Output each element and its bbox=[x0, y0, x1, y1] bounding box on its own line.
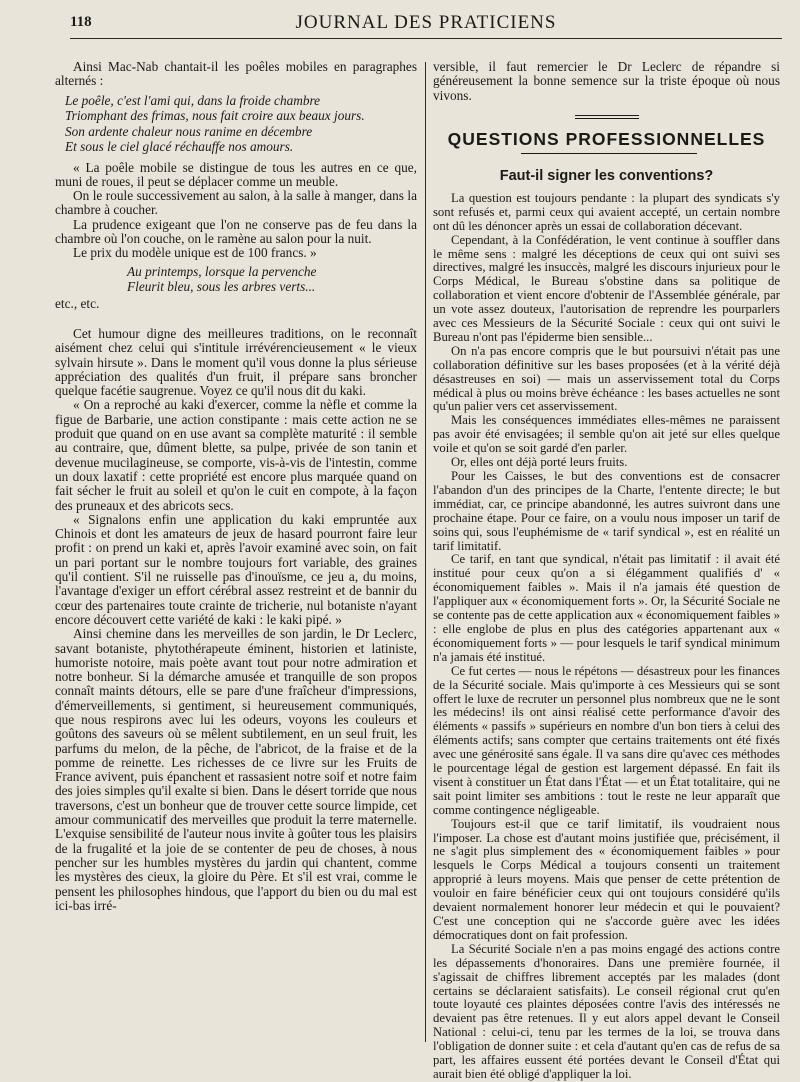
article-paragraph: Mais les conséquences immédiates elles-mêmes ne paraissent pas avoir été envisagées; il semble qu'on ait jeté sur elles quelque voile et qu'on se soit gardé d'en parler. bbox=[433, 413, 780, 456]
verse-line: Le poêle, c'est l'ami qui, dans la froide chambre bbox=[65, 92, 321, 108]
article-paragraph: Cependant, à la Confédération, le vent continue à souffler dans le même sens : malgré les déceptions de ceux qui ont suivi ses directives, malgré les insuccès, malgré les discours injurieux pour le Corps Médical, le Bureau s'obstine dans sa politique de collaboration et vient encore d'obtenir de l'Assemblée générale, par un vote assez douteux, l'autorisation de reprendre les pourparlers avec ces Messieurs de la Sécurité Sociale : ceux qui ont suivi le Bureau n'ont pas l'épiderme bien sensible... bbox=[433, 232, 780, 344]
article-paragraph: Ce fut certes — nous le répétons — désastreux pour les finances de la Sécurité sociale. Mais qu'importe à ces Messieurs qui se sont offert le luxe de recruter un personnel plus nombreux que ne le sont les médecins! ils ont ainsi réalisé cette performance d'avoir des éléments « passifs » supérieurs en nombre d'un bon tiers à celui des éléments actifs; sans compter que certains traitements ont été fixés avec une générosité sans égale. Il va sans dire qu'avec ces méthodes le pourcentage légal de gestion est largement dépassé. En fait ils visent à constituer un État dans l'État — et un État totalitaire, qui ne sait point limiter ses ambitions : tout le reste ne leur apparaît que comme contingence négligeable. bbox=[433, 663, 780, 817]
article-paragraph: La Sécurité Sociale n'en a pas moins engagé des actions contre les dépassements d'honoraires. Dans une première fournée, il s'agissait de chiffres librement acceptés par les malades (dont certains se déclaraient satisfaits). Le conseil régional crut qu'en toute loyauté ces plaintes déposées contre l'avis des intéressés ne devaient pas être retenues. Il y eut alors appel devant le Conseil National : celui-ci, tenu par les termes de la loi, se trouva dans l'obligation de donner suite : et cela d'autant qu'en cas de refus de sa part, les affaires eussent été portées devant le Conseil d'État qui aurait bien été obligé d'appliquer la loi. bbox=[433, 941, 780, 1081]
section-title-rule bbox=[521, 153, 697, 154]
column-divider bbox=[425, 62, 426, 1042]
article-paragraph: On n'a pas encore compris que le but poursuivi n'était pas une collaboration définitive sur les bases proposées (et à la vérité déjà désastreuses en soi) — mais un asservissement total du Corps médical à plus ou moins brève échéance : les bases actuelles ne sont qu'un palier vers cet asservissement. bbox=[433, 343, 780, 414]
body-paragraph: Le prix du modèle unique est de 100 francs. » bbox=[73, 245, 317, 261]
article-paragraph: Toujours est-il que ce tarif limitatif, ils voudraient nous l'imposer. La chose est d'autant moins justifiée que, précisément, il ne s'agit plus simplement des « économiquement faibles » pour lesquels le Corps Médical a toujours consenti un traitement approprié à leurs moyens. Mais que penser de cette prétention de vouloir en faire bénéficier ceux qui ont toujours considéré qu'ils devaient normalement honorer leur médecin et qui le pouvaient? C'est une conception qui ne s'accorde guère avec les idées démocratiques dont on fait profession. bbox=[433, 816, 780, 942]
article-paragraph: Ce tarif, en tant que syndical, n'était pas limitatif : il avait été institué pour ceux qu'on a si élégamment qualifiés d' « économiquement faibles ». Mais il n'a jamais été question de l'appliquer aux « économiquement forts ». Or, la Sécurité Sociale ne se contente pas de cette application aux « économiquement faibles » : elle englobe de plus en plus des catégories appartenant aux « économiquement forts » — pour lesquels le tarif syndical minimum n'a jamais été institué. bbox=[433, 552, 780, 664]
verse-line: Son ardente chaleur nous ranime en décembre bbox=[65, 123, 313, 139]
section-title: QUESTIONS PROFESSIONNELLES bbox=[447, 128, 766, 149]
body-paragraph: Ainsi chemine dans les merveilles de son jardin, le Dr Leclerc, savant botaniste, phytothérapeute éminent, historien et latiniste, humoriste notoire, mais poète avant tout pour notre admiration et notre bonheur. Si la démarche amusée et tranquille de son propos connaît maints détours, elle se pare d'une fraîcheur d'impressions, d'émerveillements, si gentiment, si heureusement communiqués, que nous respirons avec lui les odeurs, voyons les couleurs et goûtons des saveurs où se mêlent subtilement, en un seul fruit, les parfums du melon, de la pêche, de l'abricot, de la fraise et de la pomme de reinette. Les richesses de ce livre sur les Fruits de France avivent, puis épanchent et rassasient notre soif et notre faim des joies simples qu'il exalte si bien. Dans le désert torride que nous traversons, c'est un bonheur que de trouver cette source limpide, cet amour communicatif des merveilles que produit la terre maternelle. L'exquise sensibilité de l'auteur nous invite à goûter tous les plaisirs de la frugalité et la joie de se contenter de peu de choses, à nous pencher sur les humbles mystères du jardin qui chantent, comme les mystères des cieux, la gloire du Père. Et s'il est vrai, comme le pensent les philosophes hindous, que l'apport du bien ou du mal est ici-bas irré- bbox=[55, 626, 417, 913]
page-number: 118 bbox=[70, 14, 92, 30]
verse-couplet bbox=[127, 264, 417, 295]
body-paragraph: « On a reproché au kaki d'exercer, comme la nèfle et comme la figue de Barbarie, une action constipante : mais cette action ne se produit que quand on en use avant sa complète maturité : il semble au contraire, que, dûment blette, sa pulpe, privée de son tanin et devenue mucilagineuse, se comporte, vis-à-vis de l'intestin, comme un doux laxatif : cette propriété est encore plus marquée quand on fait sécher le fruit au soleil et qu'on le cuit en compote, à la façon des pruneaux et des abricots secs. bbox=[55, 397, 417, 513]
header-rule bbox=[70, 38, 782, 39]
verse-line: Et sous le ciel glacé réchauffe nos amours. bbox=[65, 139, 294, 155]
body-paragraph: Cet humour digne des meilleures traditions, on le reconnaît aisément chez celui qui s'intitule irrévérencieusement « le vieux sylvain hirsute ». Dans le moment qu'il vous donne la plus sérieuse appréciation des qualités d'un fruit, il prépare sans broncher quelque facétie saugrenue. Voyez ce qu'il nous dit du kaki. bbox=[55, 325, 417, 399]
body-paragraph: « Signalons enfin une application du kaki empruntée aux Chinois et dont les amateurs de jeux de hasard pourront faire leur profit : on prend un kaki et, après l'avoir examiné avec soin, on fait un pari portant sur le nombre toujours fort variable, des graines qu'il contient. S'il ne ruisselle pas d'inouïsme, ce jeu a, du moins, l'avantage d'exiger un effort cérébral assez restreint et de bannir du cœur des partenaires toute crainte de tricherie, nul botaniste n'ayant encore découvert cette variété de kaki : le kaki pipé. » bbox=[55, 511, 417, 627]
journal-title: JOURNAL DES PRATICIENS bbox=[295, 12, 557, 33]
left-column bbox=[55, 60, 417, 913]
section-separator bbox=[575, 115, 639, 119]
verse-line: Au printemps, lorsque la pervenche bbox=[127, 263, 317, 279]
article-paragraph: La question est toujours pendante : la plupart des syndicats s'y sont refusés et, parmi ceux qui avaient accepté, un certain nombre ont dû les dénoncer après un essai de collaboration décevant. bbox=[433, 190, 780, 233]
body-paragraph: « La poêle mobile se distingue de tous les autres en ce que, muni de roues, il peut se déplacer comme un meuble. bbox=[55, 159, 417, 189]
continued-paragraph: versible, il faut remercier le Dr Leclerc de répandre si généreusement la bonne semence sur la triste époque où nous vivons. bbox=[433, 59, 780, 103]
intro-paragraph: Ainsi Mac-Nab chantait-il les poêles mobiles en paragraphes alternés : bbox=[55, 59, 417, 89]
body-paragraph: On le roule successivement au salon, à la salle à manger, dans la chambre à coucher. bbox=[55, 188, 417, 218]
article-paragraph: Pour les Caisses, le but des conventions est de consacrer l'abandon d'un des principes de la Charte, l'entente directe; le but immédiat, car, ce principe abandonné, les autres suivront dans une prochaine étape. Pour ce faire, on a voulu nous imposer un tarif de soins qui, sous l'euphémisme de « tarif syndical », est en réalité un tarif limitatif. bbox=[433, 469, 780, 553]
verse-line: Triomphant des frimas, nous fait croire aux beaux jours. bbox=[65, 108, 365, 124]
verse-line: Fleurit bleu, sous les arbres verts... bbox=[127, 279, 316, 295]
verse-stanza bbox=[65, 93, 417, 155]
article-paragraph: Or, elles ont déjà porté leurs fruits. bbox=[451, 455, 628, 470]
page-header bbox=[70, 12, 782, 38]
right-column bbox=[433, 60, 780, 1082]
body-paragraph: La prudence exigeant que l'on ne conserve pas de feu dans la chambre où l'on couche, on le ramène au salon pour la nuit. bbox=[55, 216, 417, 247]
etc-line: etc., etc. bbox=[55, 295, 100, 311]
article-title: Faut-il signer les conventions? bbox=[499, 167, 714, 184]
